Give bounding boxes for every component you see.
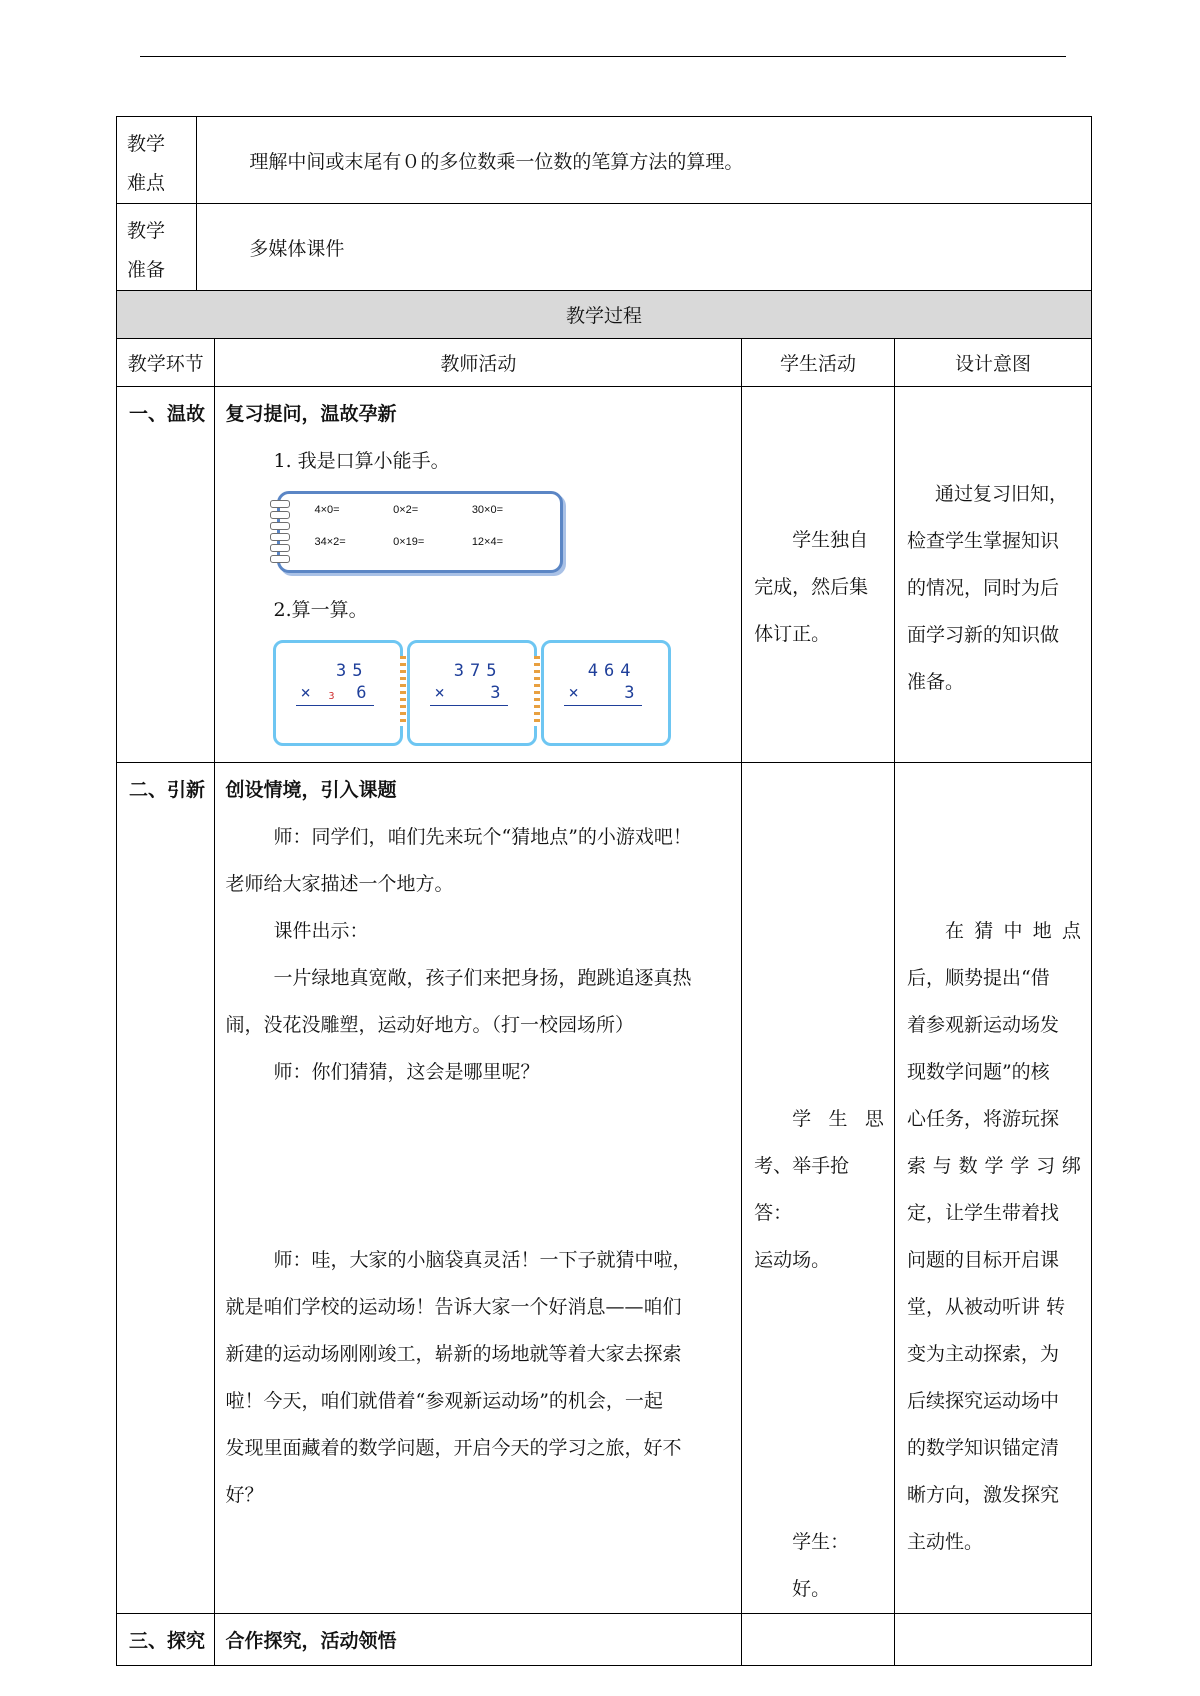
task-oral: 1. 我是口算小能手。	[273, 450, 450, 472]
oral-problem: 12×4=	[471, 536, 504, 548]
oral-problem: 30×0=	[471, 504, 504, 516]
teacher-activity	[215, 1614, 742, 1666]
oral-problem: 0×2=	[393, 504, 419, 516]
design-intent	[894, 1614, 1091, 1666]
oral-calc-card	[277, 491, 563, 573]
student-activity	[742, 1614, 895, 1666]
difficulty-row	[117, 117, 1092, 204]
clip-icon	[534, 656, 540, 726]
teacher-activity: 创设情境，引入课题 师：同学们，咱们先来玩个“猜地点”的小游戏吧！ 老师给大家描述一个地方。 课件出示： 一片绿地真宽敞，孩子们来把身扬，跑跳追逐真热 闹，没花没雕塑，运动好地方。（打一校园场所） 师：你们猜猜，这会是哪里呢？ 师：哇，大家的小脑袋真灵活！一下子就猜中啦， 就是咱们学校的运动场！告诉大家一个好消息——咱们 新建的运动场刚刚竣工，崭新的场地就等着大家去探索 啦！今天，咱们就借着“参观新运动场”的机会，一起 发现里面藏着的数学问题，开启今天的学习之旅，好不 好？	[215, 763, 742, 1614]
oral-problem: 4×0=	[314, 504, 340, 516]
preparation-label: 教学 准备	[117, 204, 197, 291]
stage-name: 三、探究	[117, 1614, 215, 1666]
calc-card: 464 × 3	[541, 640, 671, 746]
col-stage: 教学环节	[117, 339, 215, 387]
difficulty-text: 理解中间或末尾有０的多位数乘一位数的笔算方法的算理。	[197, 117, 1092, 204]
oral-problem: 0×19=	[393, 536, 425, 548]
carry-digit: 3	[328, 691, 335, 702]
oral-problem: 34×2=	[314, 536, 346, 548]
stage-row-intro	[117, 763, 1092, 1614]
header-rule	[140, 56, 1066, 57]
teacher-activity	[215, 387, 742, 763]
stage-name: 二、引新	[117, 763, 215, 1614]
student-activity: 学生思 考、举手抢答： 运动场。 学生：好。	[742, 763, 895, 1614]
lesson-plan-table	[116, 116, 1092, 1666]
col-teacher: 教师活动	[215, 339, 742, 387]
process-header: 教学过程	[117, 291, 1092, 339]
section-heading: 复习提问，温故孕新	[225, 403, 397, 425]
written-calc-cards	[273, 640, 669, 748]
stage-name: 一、温故	[117, 387, 215, 763]
column-header-row	[117, 339, 1092, 387]
preparation-row	[117, 204, 1092, 291]
design-intent: 通过复习旧知， 检查学生掌握知识 的情况，同时为后 面学习新的知识做 准备。	[894, 387, 1091, 763]
preparation-text: 多媒体课件	[197, 204, 1092, 291]
clip-icon	[400, 656, 406, 726]
binder-rings-icon	[270, 500, 286, 566]
col-student: 学生活动	[742, 339, 895, 387]
student-activity: 学生独自 完成，然后集 体订正。	[742, 387, 895, 763]
task-written: 2.算一算。	[273, 599, 368, 621]
section-heading: 创设情境，引入课题	[225, 779, 397, 801]
col-design: 设计意图	[894, 339, 1091, 387]
difficulty-label: 教学 难点	[117, 117, 197, 204]
design-intent: 在猜中地点 后，顺势提出“借 着参观新运动场发 现数学问题”的核 心任务，将游玩探 索与数学学习绑 定，让学生带着找 问题的目标开启课 堂，从被动听讲 转 变为主动探索，为 后续探究运动场中 的数学知识锚定清 晰方向，激发探究 主动性。	[894, 763, 1091, 1614]
stage-row-explore	[117, 1614, 1092, 1666]
calc-card: 35 × 3 6	[273, 640, 403, 746]
calc-card: 375 × 3	[407, 640, 537, 746]
stage-row-review	[117, 387, 1092, 763]
section-heading: 合作探究，活动领悟	[225, 1630, 397, 1652]
